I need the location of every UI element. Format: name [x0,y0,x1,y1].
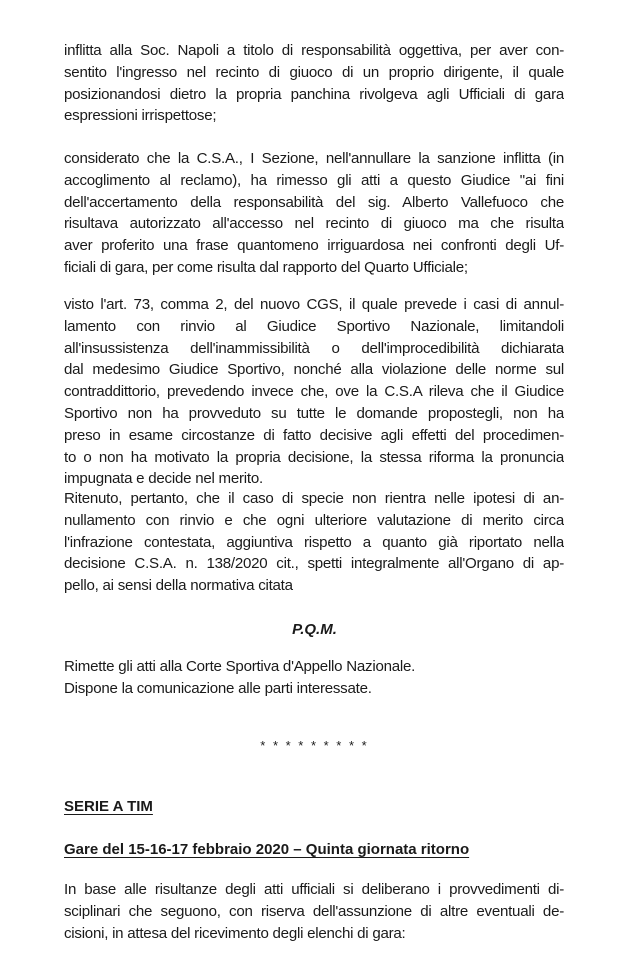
text-line: cisioni, in attesa del ricevimento degli elenchi di gara: [64,924,406,942]
text-line: ficiali di gara, per come risulta dal rapporto del Quarto Ufficiale; [64,258,468,276]
text-line: considerato che la C.S.A., I Sezione, nell'annullare la sanzione inflitta (in [64,150,564,167]
asterisk-separator: * * * * * * * * * [260,738,369,753]
text-line: nullamento con rinvio e che ogni ulteriore valutazione di merito circa [64,511,564,529]
text-line: inflitta alla Soc. Napoli a titolo di responsabilità oggettiva, per aver con- [64,42,564,59]
text-line: aver proferito una frase quantomeno irriguardosa nei confronti degli Uf- [64,237,564,255]
text-line: impugnata e decide nel merito. [64,470,263,488]
paragraph-rimette [64,656,564,700]
text-line: sentito l'ingresso nel recinto di giuoco di un proprio dirigente, il quale [64,63,564,81]
text-line: dell'accertamento della responsabilità del sig. Alberto Vallefuoco che [64,193,564,211]
sub-heading-gare: Gare del 15-16-17 febbraio 2020 – Quinta giornata ritorno [64,841,470,858]
text-line: accoglimento al reclamo), ha rimesso gli atti a questo Giudice "ai fini [64,171,564,189]
text-line: contraddittorio, prevedendo invece che, ove la C.S.A rileva che il Giudice [64,383,564,401]
text-line: decisione C.S.A. n. 138/2020 cit., spetti integralmente all'Organo di ap- [64,555,564,573]
text-line: espressioni irrispettose; [64,107,217,125]
paragraph-ritenuto [64,488,564,597]
paragraph-risultanze [64,879,564,944]
text-line: pello, ai sensi della normativa citata [64,577,293,595]
text-line: Dispone la comunicazione alle parti interessate. [64,679,372,697]
text-line: posizionandosi dietro la propria panchina rivolgeva agli Ufficiali di gara [64,85,564,103]
text-line: sciplinari che seguono, con riserva dell'assunzione di altre eventuali de- [64,902,564,920]
text-line: Rimette gli atti alla Corte Sportiva d'Appello Nazionale. [64,658,416,675]
text-line: In base alle risultanze degli atti ufficiali si deliberano i provvedimenti di- [64,881,564,898]
pqm-title: P.Q.M. [292,621,337,638]
text-line: Sportivo non ha provveduto su tutte le domande propostegli, non ha [64,404,564,422]
text-line: risultava autorizzato all'accesso nel recinto di giuoco ma che risulta [64,215,564,233]
text-line: visto l'art. 73, comma 2, del nuovo CGS, il quale prevede i casi di annul- [64,296,564,313]
paragraph-visto-art-73 [64,294,564,490]
text-line: l'infrazione contestata, aggiuntiva rispetto a quanto già riportato nella [64,533,564,551]
text-line: all'insussistenza dell'inammissibilità o dell'improcedibilità dichiarata [64,339,564,357]
text-line: lamento con rinvio al Giudice Sportivo Nazionale, limitandoli [64,317,564,335]
paragraph-considerato [64,148,564,279]
text-line: dal medesimo Giudice Sportivo, nonché alla violazione delle norme sul [64,361,564,379]
paragraph-napoli-sanction [64,40,564,127]
text-line: preso in esame circostanze di fatto decisive agli effetti del procedimen- [64,426,564,444]
section-heading-serie-a: SERIE A TIM [64,798,153,815]
text-line: to o non ha motivato la propria decisione, la stessa riforma la pronuncia [64,448,564,466]
text-line: Ritenuto, pertanto, che il caso di specie non rientra nelle ipotesi di an- [64,490,564,507]
